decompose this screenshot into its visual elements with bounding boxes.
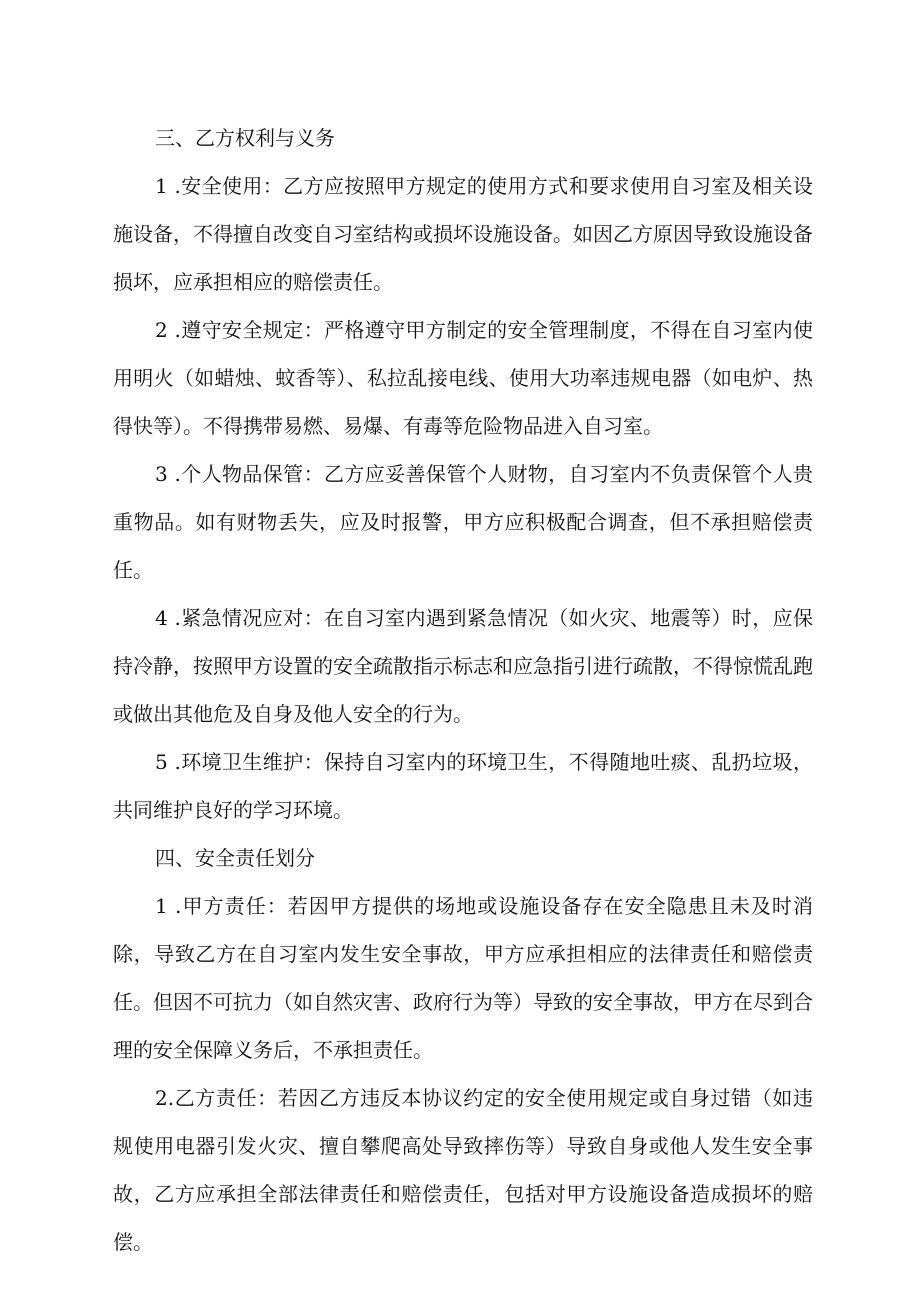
clause-party-a-responsibility: 1 .甲方责任：若因甲方提供的场地或设施设备存在安全隐患且未及时消除，导致乙方在自习室内发生安全事故，甲方应承担相应的法律责任和赔偿责任。但因不可抗力（如自然灾害、政府行为等）导致的安全事故，甲方在尽到合理的安全保障义务后，不承担责任。 [113,894,813,1062]
section-heading-rights-obligations: 三、乙方权利与义务 [155,126,335,150]
clause-party-b-responsibility: 2.乙方责任：若因乙方违反本协议约定的安全使用规定或自身过错（如违规使用电器引发火灾、擅自攀爬高处导致摔伤等）导致自身或他人发生安全事故，乙方应承担全部法律责任和赔偿责任，包括对甲方设施设备造成损坏的赔偿。 [113,1086,813,1254]
clause-environment-hygiene: 5 .环境卫生维护：保持自习室内的环境卫生，不得随地吐痰、乱扔垃圾，共同维护良好的学习环境。 [113,750,813,822]
clause-personal-belongings: 3 .个人物品保管：乙方应妥善保管个人财物，自习室内不负责保管个人贵重物品。如有财物丢失，应及时报警，甲方应积极配合调查，但不承担赔偿责任。 [113,462,813,582]
clause-safe-use: 1 .安全使用：乙方应按照甲方规定的使用方式和要求使用自习室及相关设施设备，不得擅自改变自习室结构或损坏设施设备。如因乙方原因导致设施设备损坏，应承担相应的赔偿责任。 [113,174,813,294]
document-body [113,114,813,1266]
clause-safety-rules: 2 .遵守安全规定：严格遵守甲方制定的安全管理制度，不得在自习室内使用明火（如蜡烛、蚊香等）、私拉乱接电线、使用大功率违规电器（如电炉、热得快等）。不得携带易燃、易爆、有毒等危险物品进入自习室。 [113,318,813,438]
section-heading-safety-responsibility: 四、安全责任划分 [155,846,315,870]
clause-emergency-response: 4 .紧急情况应对：在自习室内遇到紧急情况（如火灾、地震等）时，应保持冷静，按照甲方设置的安全疏散指示标志和应急指引进行疏散，不得惊慌乱跑或做出其他危及自身及他人安全的行为。 [113,606,813,726]
